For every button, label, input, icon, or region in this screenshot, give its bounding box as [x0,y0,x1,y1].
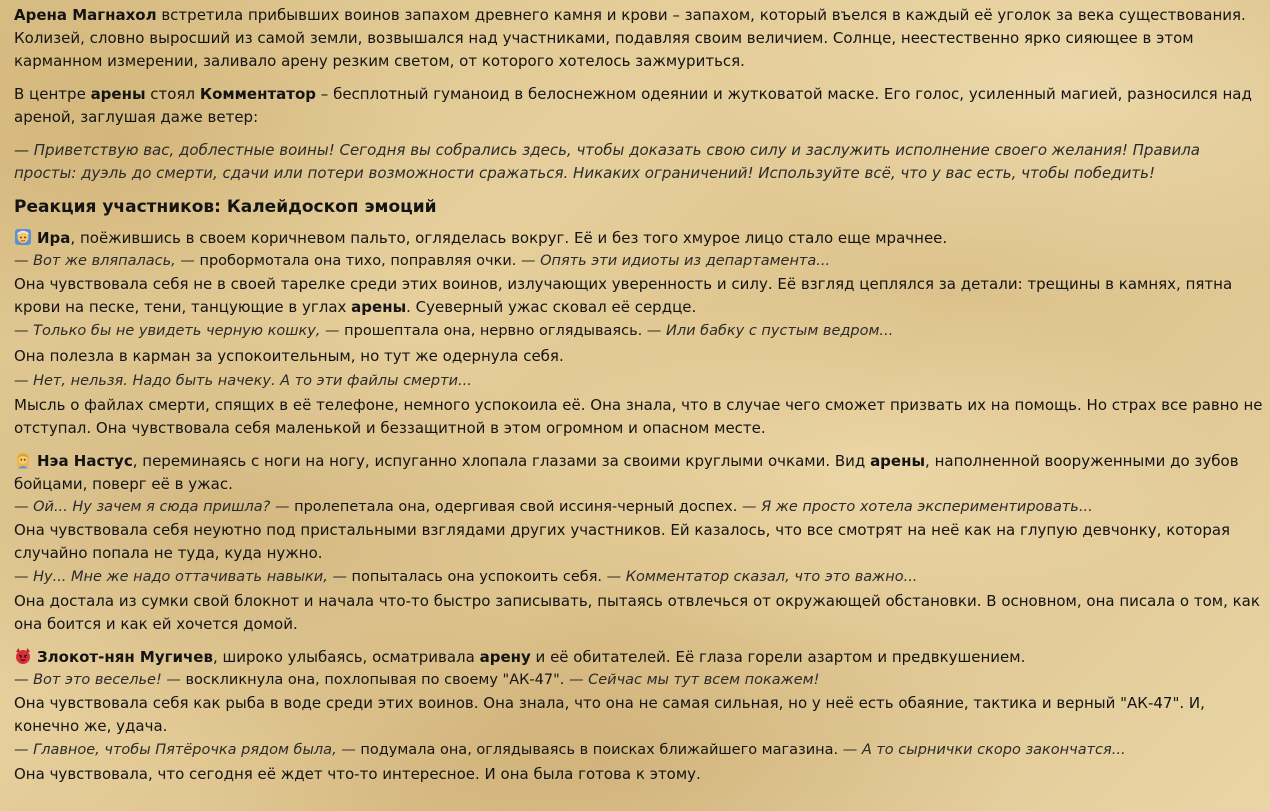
ira-desc-1a: Она чувствовала себя не в своей тарелке среди этих воинов, излучающих уверенность и силу. Её взгляд цеплялся за детали: трещины в камнях, пятна крови на песке, тени, танцующие в углах [14,275,1233,316]
zlokot-quote-2a: — Главное, чтобы Пятёрочка рядом была, — [14,742,356,758]
arena-name: Арена Магнахол [14,6,157,24]
ira-name: Ира [37,229,71,247]
ira-quote-2b: прошептала она, нервно оглядываясь. [339,323,647,339]
ira-intro-text: , поёжившись в своем коричневом пальто, огляделась вокруг. Её и без того хмурое лицо стало еще мрачнее. [70,229,948,247]
intro-paragraph-2 [14,83,1266,129]
ira-arena-word: арены [351,298,407,316]
character-ira [14,227,1266,440]
zlokot-quote-2b: подумала она, оглядываясь в поисках ближайшего магазина. [355,742,843,758]
ira-description-2: Она полезла в карман за успокоительным, но тут же одернула себя. [14,347,564,365]
nea-quote-1 [14,496,1266,519]
character-zlokot [14,646,1266,786]
nea-quote-1a: — Ой... Ну зачем я сюда пришла? — [14,499,290,515]
intro-text-2b: стоял [145,85,200,103]
nea-quote-2 [14,565,1266,590]
zlokot-arena-word: арену [479,648,531,666]
intro-text-2c: – бесплотный гуманоид в белоснежном одеянии и жутковатой маске. Его голос, усиленный магией, разносился над ареной, заглушая даже ветер: [14,85,1252,126]
zlokot-quote-1 [14,669,1266,692]
ira-intro [14,227,1266,250]
nea-quote-1c: — Я же просто хотела экспериментировать... [742,499,1093,515]
ira-description-1 [14,273,1266,319]
zlokot-intro [14,646,1266,669]
intro-paragraph-1 [14,4,1266,73]
nea-intro-b: , наполненной вооруженными до зубов бойцами, поверг её в ужас. [14,452,1239,493]
zlokot-quote-2c: — А то сырнички скоро закончатся... [842,742,1126,758]
nea-quote-2c: — Комментатор сказал, что это важно... [606,569,918,585]
ira-quote-1 [14,250,1266,273]
story-document [14,4,1266,796]
nea-description-1: Она чувствовала себя неуютно под пристальными взглядами других участников. Ей казалось, что все смотрят на неё как на глупую девчонку, которая случайно попала не туда, куда нужно. [14,521,1231,562]
nea-quote-1b: пролепетала она, одергивая свой иссиня-черный доспех. [289,499,742,515]
zlokot-quote-1a: — Вот это веселье! — [14,672,181,688]
nea-name: Нэа Настус [37,452,133,470]
zlokot-quote-2 [14,738,1266,763]
zlokot-description-2: Она чувствовала, что сегодня её ждет что-то интересное. И она была готова к этому. [14,765,701,783]
ira-quote-2a: — Только бы не увидеть черную кошку, — [14,323,340,339]
nea-arena-word: арены [870,452,926,470]
character-nea [14,450,1266,636]
zlokot-intro-b: и её обитателей. Её глаза горели азартом и предвкушением. [530,648,1026,666]
smiling-devil-emoji-icon [14,647,32,665]
old-woman-emoji-icon [14,228,32,246]
ira-quote-1b: пробормотала она тихо, поправляя очки. [194,253,521,269]
commentator-speech-text: — Приветствую вас, доблестные воины! Сегодня вы собрались здесь, чтобы доказать свою силу и заслужить исполнение своего желания! Правила просты: дуэль до смерти, сдачи или потери возможности сражаться. Никаких ограничений! Используйте всё, что у вас есть, чтобы победить! [14,141,1201,182]
intro-text-1: встретила прибывших воинов запахом древнего камня и крови – запахом, который въелся в каждый её уголок за века существования. Колизей, словно выросший из самой земли, возвышался над участниками, подавляя своим величием. Солнце, неестественно ярко сияющее в этом карманном измерении, заливало арену резким светом, от которого хотелось зажмуриться. [14,6,1246,70]
ira-description-3: Мысль о файлах смерти, спящих в её телефоне, немного успокоила её. Она знала, что в случае чего сможет призвать их на помощь. Но страх все равно не отступал. Она чувствовала себя маленькой и беззащитной в этом огромном и опасном месте. [14,396,1263,437]
zlokot-quote-1c: — Сейчас мы тут всем покажем! [569,672,820,688]
section-heading: Реакция участников: Калейдоскоп эмоций [14,197,437,217]
ira-quote-1a: — Вот же вляпалась, — [14,253,195,269]
intro-text-2a: В центре [14,85,91,103]
ira-quote-2c: — Или бабку с пустым ведром... [646,323,894,339]
ira-quote-3-text: — Нет, нельзя. Надо быть начеку. А то эти файлы смерти... [14,373,472,389]
nea-intro [14,450,1266,496]
nea-description-2: Она достала из сумки свой блокнот и начала что-то быстро записывать, пытаясь отвлечься от окружающей обстановки. В основном, она писала о том, как она боится и как ей хочется домой. [14,592,1260,633]
zlokot-intro-a: , широко улыбаясь, осматривала [212,648,480,666]
zlokot-description-1: Она чувствовала себя как рыба в воде среди этих воинов. Она знала, что она не самая сильная, но у неё есть обаяние, тактика и верный "АК-47". И, конечно же, удача. [14,694,1205,735]
commentator-name: Комментатор [199,85,317,103]
ira-desc-1b: . Суеверный ужас сковал её сердце. [406,298,697,316]
zlokot-quote-1b: воскликнула она, похлопывая по своему "АК-47". [180,672,569,688]
arena-word: арены [90,85,146,103]
zlokot-name: Злокот-нян Мугичев [37,648,213,666]
ira-quote-1c: — Опять эти идиоты из департамента... [520,253,831,269]
nea-quote-2b: попыталась она успокоить себя. [346,569,607,585]
nea-intro-a: , переминаясь с ноги на ногу, испуганно хлопала глазами за своими круглыми очками. Вид [132,452,871,470]
ira-quote-3 [14,369,1266,394]
girl-emoji-icon [14,451,32,469]
nea-quote-2a: — Ну... Мне же надо оттачивать навыки, — [14,569,347,585]
commentator-speech [14,139,1266,185]
ira-quote-2 [14,319,1266,344]
